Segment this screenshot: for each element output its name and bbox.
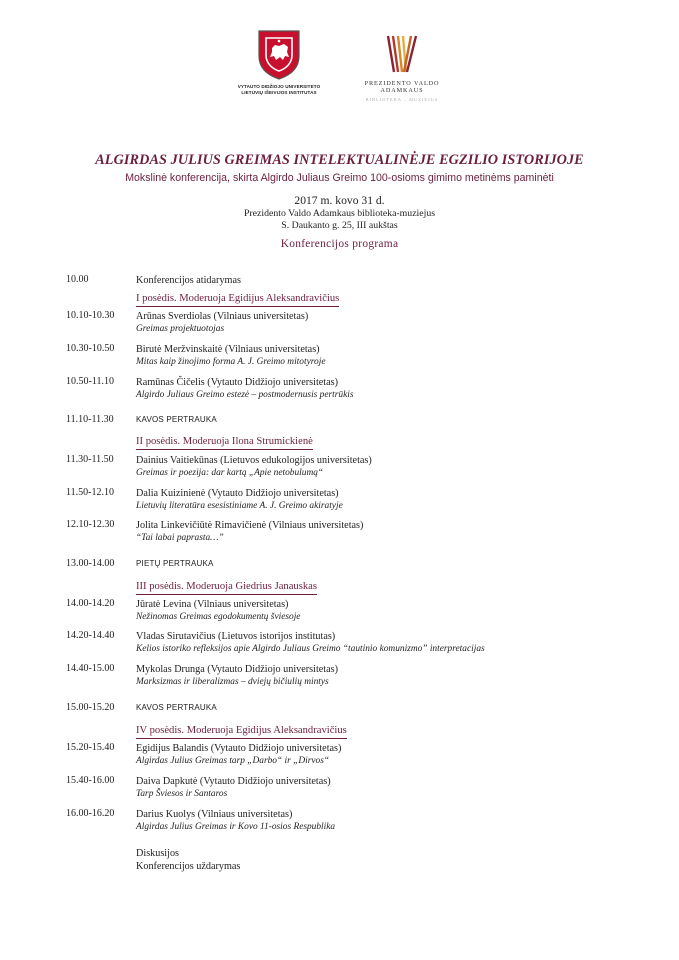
entry-time: 14.40-15.00: [66, 663, 115, 674]
university-crest-icon: [258, 30, 300, 80]
entry-speaker: Dalia Kuizinienė (Vytauto Didžiojo universitetas): [136, 488, 339, 499]
entry-topic: Nežinomas Greimas egodokumentų šviesoje: [136, 612, 301, 622]
entry-topic: Kelios istoriko refleksijos apie Algirdo Juliaus Greimo “tautinio komunizmo” interpretacijas: [136, 644, 485, 654]
discussion-label: Diskusijos: [136, 848, 180, 859]
closing-label: Konferencijos uždarymas: [136, 861, 241, 872]
session-title: III posėdis. Moderuoja Giedrius Janauskas: [136, 580, 317, 595]
entry-topic: Mitas kaip žinojimo forma A. J. Greimo mitotyroje: [136, 357, 326, 367]
entry-topic: Greimas ir poezija: dar kartą „Apie netobulumą“: [136, 468, 324, 478]
entry-speaker: Daiva Dapkutė (Vytauto Didžiojo universitetas): [136, 776, 331, 787]
entry-time: 13.00-14.00: [66, 558, 115, 569]
library-name: PREZIDENTO VALDO ADAMKAUS: [364, 80, 440, 94]
entry-speaker: Mykolas Drunga (Vytauto Didžiojo universitetas): [136, 664, 339, 675]
entry-text: PIETŲ PERTRAUKA: [136, 559, 214, 568]
entry-time: 12.10-12.30: [66, 519, 115, 530]
entry-time: 15.20-15.40: [66, 742, 115, 753]
entry-topic: “Tai labai paprasta…”: [136, 533, 224, 543]
entry-speaker: Jolita Linkevičiūtė Rimavičienė (Vilniaus universitetas): [136, 520, 364, 531]
entry-time: 10.10-10.30: [66, 310, 115, 321]
entry-time: 11.50-12.10: [66, 487, 114, 498]
entry-speaker: Dainius Vaitiekūnas (Lietuvos edukologijos universitetas): [136, 455, 372, 466]
entry-time: 16.00-16.20: [66, 808, 115, 819]
entry-text: KAVOS PERTRAUKA: [136, 703, 217, 712]
library-lines-icon: [382, 34, 422, 74]
entry-speaker: Arūnas Sverdiolas (Vilniaus universitetas): [136, 311, 309, 322]
entry-time: 14.20-14.40: [66, 630, 115, 641]
entry-time: 14.00-14.20: [66, 598, 115, 609]
university-name-line1: VYTAUTO DIDŽIOJO UNIVERSITETO: [237, 84, 321, 89]
entry-speaker: Vladas Sirutavičius (Lietuvos istorijos institutas): [136, 631, 336, 642]
session-title: II posėdis. Moderuoja Ilona Strumickienė: [136, 435, 313, 450]
entry-topic: Algirdas Julius Greimas ir Kovo 11-osios Respublika: [136, 822, 336, 832]
conference-title: ALGIRDAS JULIUS GREIMAS INTELEKTUALINĖJE EGZILIO ISTORIJOJE: [95, 152, 584, 168]
university-name-line2: LIETUVIŲ IŠEIVIJOS INSTITUTAS: [241, 90, 317, 95]
entry-topic: Greimas projektuotojas: [136, 324, 225, 334]
entry-text: KAVOS PERTRAUKA: [136, 415, 217, 424]
entry-time: 10.30-10.50: [66, 343, 115, 354]
session-title: IV posėdis. Moderuoja Egidijus Aleksandravičius: [136, 724, 347, 739]
library-subname: BIBLIOTEKA – MUZIEJUS: [365, 97, 439, 102]
conference-venue: Prezidento Valdo Adamkaus biblioteka-muziejus: [243, 208, 436, 219]
entry-time: 11.30-11.50: [66, 454, 114, 465]
entry-topic: Lietuvių literatūra esesistiniame A. J. Greimo akiratyje: [136, 501, 343, 511]
entry-time: 15.00-15.20: [66, 702, 115, 713]
entry-speaker: Egidijus Balandis (Vytauto Didžiojo universitetas): [136, 743, 342, 754]
conference-address: S. Daukanto g. 25, III aukštas: [281, 220, 398, 231]
library-logo: [352, 34, 452, 102]
program-title: Konferencijos programa: [280, 238, 399, 250]
entry-topic: Algirdo Juliaus Greimo estezė – postmodernusis pertrūkis: [136, 390, 354, 400]
session-title: I posėdis. Moderuoja Egidijus Aleksandravičius: [136, 292, 339, 307]
entry-topic: Algirdas Julius Greimas tarp „Darbo“ ir „Dirvos“: [136, 756, 330, 766]
entry-speaker: Darius Kuolys (Vilniaus universitetas): [136, 809, 293, 820]
entry-time: 15.40-16.00: [66, 775, 115, 786]
entry-time: 11.10-11.30: [66, 414, 114, 425]
entry-time: 10.00: [66, 274, 89, 285]
entry-speaker: Birutė Meržvinskaitė (Vilniaus universitetas): [136, 344, 320, 355]
university-logo: [236, 30, 322, 96]
entry-speaker: Jūratė Levina (Vilniaus universitetas): [136, 599, 289, 610]
entry-time: 10.50-11.10: [66, 376, 114, 387]
entry-topic: Tarp Šviesos ir Santaros: [136, 789, 228, 799]
entry-topic: Marksizmas ir liberalizmas – dviejų bičiulių mintys: [136, 677, 329, 687]
entry-text: Konferencijos atidarymas: [136, 275, 241, 286]
entry-speaker: Ramūnas Čičelis (Vytauto Didžiojo universitetas): [136, 377, 339, 388]
conference-date: 2017 m. kovo 31 d.: [294, 194, 385, 207]
conference-subtitle: Mokslinė konferencija, skirta Algirdo Juliaus Greimo 100-osioms gimimo metinėms paminėti: [125, 172, 554, 184]
